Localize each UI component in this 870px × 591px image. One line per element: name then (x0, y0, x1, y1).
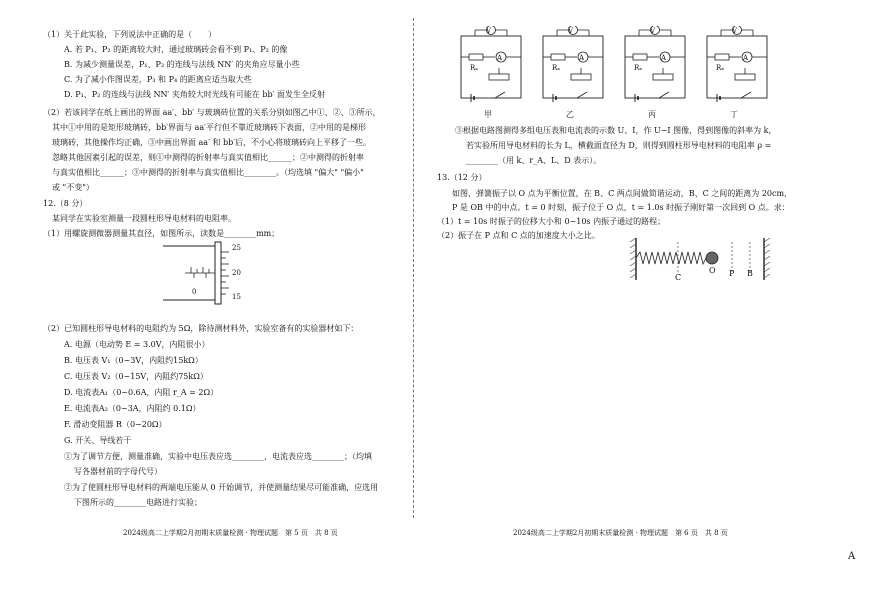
q12-sub-question: ②为了使圆柱形导电材料的两端电压能从 0 开始调节，并使测量结果尽可能准确，应选用 (64, 483, 379, 492)
equipment-b: B. 电压表 V₁（0~3V，内阻约15kΩ） (64, 356, 203, 365)
point-label-p: P (729, 269, 735, 278)
q13-heading: 13.（12 分） (437, 173, 487, 182)
circuit-3-voltmeter-label: V (650, 27, 656, 35)
circuit-2-ammeter-label: A (579, 54, 585, 62)
equipment-a: A. 电源（电动势 E = 3.0V，内阻很小） (64, 340, 210, 349)
q12-part3-line: 若实验所用导电材料的长为 L，横截面直径为 D，则得到圆柱形导电材料的电阻率 ρ = (466, 141, 772, 150)
micrometer-figure (155, 240, 265, 310)
q11-part2-line: 与真实值相比______；③中测得的折射率与真实值相比________。（均选填 "偏大" "偏小" (52, 168, 364, 177)
equipment-f: F. 滑动变阻器 R（0~20Ω） (64, 420, 167, 429)
page-divider (413, 18, 414, 518)
q11-part2-line: 或 "不变"） (52, 183, 94, 192)
q11-option-c: C. 为了减小作图误差，P₃ 和 P₄ 的距离应适当取大些 (64, 75, 252, 84)
q11-part2-line: （2）若该同学在纸上画出的界面 aa′、bb′ 与玻璃砖位置的关系分别如图乙中①、②、③所示， (43, 108, 381, 117)
q12-part2-stem: （2）已知圆柱形导电材料的电阻约为 5Ω，除待测材料外，实验室备有的实验器材如下： (43, 324, 359, 333)
circuit-label-ding: 丁 (730, 110, 738, 119)
q11-option-d: D. P₁、P₂ 的连线与法线 NN′ 夹角较大时光线有可能在 bb′ 面发生全反射 (64, 90, 325, 99)
q11-option-b: B. 为减少测量误差，P₁、P₂ 的连线与法线 NN′ 的夹角应尽量小些 (64, 60, 300, 69)
q12-part1: （1）用螺旋测微器测量其直径，如图所示，读数是________mm； (43, 229, 280, 238)
q12-intro: 某同学在实验室测量一段圆柱形导电材料的电阻率。 (52, 214, 236, 223)
q12-sub-question: 写各器材前的字母代号） (74, 467, 162, 476)
equipment-e: E. 电流表A₂（0~3A，内阻约 0.1Ω） (64, 404, 201, 413)
q13-question-2: （2）振子在 P 点和 C 点的加速度大小之比。 (437, 231, 600, 240)
q12-sub-question: ①为了调节方便，测量准确，实验中电压表应选________，电流表应选________；（均填 (64, 452, 372, 461)
q13-question-1: （1）t = 10s 时振子的位移大小和 0~10s 内振子通过的路程； (437, 217, 666, 226)
point-label-b: B (747, 269, 753, 278)
circuit-4-resistor-label: Rₓ (716, 64, 725, 72)
circuit-label-jia: 甲 (484, 110, 492, 119)
point-label-c: C (675, 273, 682, 282)
circuit-2-resistor-label: Rₓ (552, 64, 561, 72)
circuit-diagrams (455, 26, 790, 108)
q13-body: P 是 OB 中的中点。t = 0 时刻，振子位于 O 点，t = 1.0s 时振子刚好第一次回到 O 点。求： (452, 203, 790, 212)
mic-label-15: 15 (232, 293, 241, 301)
q11-part1-stem: （1）关于此实验，下列说法中正确的是（ ） (43, 30, 217, 39)
q12-heading: 12.（8 分） (43, 199, 88, 208)
left-page-footer: 2024级高二上学期2月初期末质量检测 · 物理试题 第 5 页 共 8 页 (123, 529, 338, 537)
equipment-g: G. 开关、导线若干 (64, 436, 132, 445)
q11-part2-line: 其中①中用的是矩形玻璃砖，bb′界面与 aa′平行但不靠近玻璃砖下表面，②中用的是梯形 (52, 123, 366, 132)
circuit-3-ammeter-label: A (661, 54, 667, 62)
q11-option-a: A. 若 P₁、P₂ 的距离较大时，通过玻璃砖会看不到 P₁、P₂ 的像 (64, 45, 288, 54)
equipment-d: D. 电流表A₁（0~0.6A，内阻 r_A = 2Ω） (64, 388, 219, 397)
point-label-o: O (709, 266, 716, 275)
corner-mark: A (848, 551, 856, 562)
equipment-c: C. 电压表 V₂（0~15V，内阻约75kΩ） (64, 372, 208, 381)
circuit-4-voltmeter-label: V (732, 27, 738, 35)
circuit-2-voltmeter-label: V (568, 27, 574, 35)
circuit-label-bing: 丙 (648, 110, 656, 119)
mic-label-0: 0 (192, 288, 197, 296)
circuit-3-resistor-label: Rₓ (634, 64, 643, 72)
circuit-label-yi: 乙 (566, 110, 574, 119)
mic-label-20: 20 (232, 269, 241, 277)
circuit-4-ammeter-label: A (743, 54, 749, 62)
q12-part3-line: ________（用 k、r_A、L、D 表示）。 (466, 156, 602, 165)
q12-part3-line: ③根据电路图测得多组电压表和电流表的示数 U、I，作 U−I 图像，得到图像的斜率为 k， (455, 126, 777, 135)
circuit-1-ammeter-label: A (497, 54, 503, 62)
right-page-footer: 2024级高二上学期2月初期末质量检测 · 物理试题 第 6 页 共 8 页 (513, 529, 728, 537)
mic-label-25: 25 (232, 244, 241, 252)
q12-sub-question: 下图所示的________电路进行实验； (74, 498, 202, 507)
q13-body: 如图，弹簧振子以 O 点为平衡位置，在 B、C 两点间做简谐运动，B、C 之间的距离为 20cm， (452, 189, 793, 198)
q11-part2-line: 忽略其他因素引起的误差，则①中测得的折射率与真实值相比______；②中测得的折射率 (52, 153, 364, 162)
circuit-1-resistor-label: Rₓ (470, 64, 479, 72)
q11-part2-line: 玻璃砖，其他操作均正确，③中画出界面 aa′ 和 bb′后，不小心将玻璃砖向上平移了一些。 (52, 138, 372, 147)
circuit-1-voltmeter-label: V (486, 27, 492, 35)
